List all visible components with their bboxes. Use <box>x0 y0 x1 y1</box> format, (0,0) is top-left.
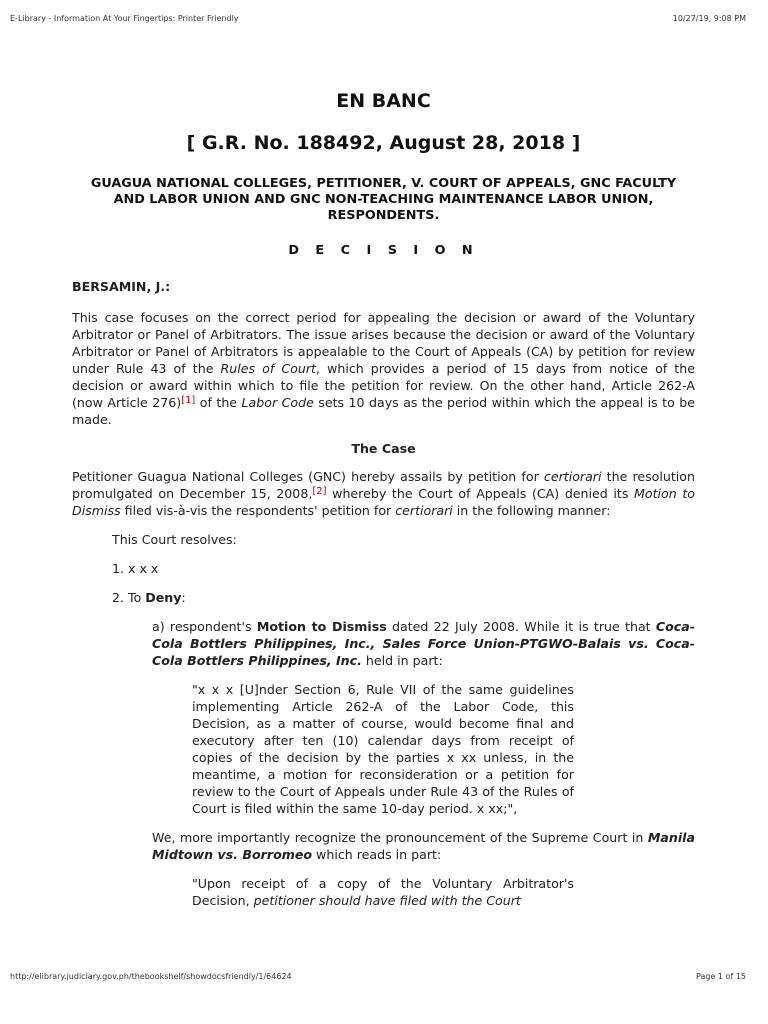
quote-item-1: 1. x x x <box>112 561 159 576</box>
decision-document <box>72 88 695 909</box>
print-footer-page: Page 1 of 15 <box>696 972 746 981</box>
print-footer-url: http://elibrary.judiciary.gov.ph/thebookshelf/showdocsfriendly/1/64624 <box>10 972 292 981</box>
quote-resolves: This Court resolves: <box>112 532 237 547</box>
section-heading-the-case: The Case <box>351 441 416 456</box>
decision-label: D E C I S I O N <box>288 243 479 258</box>
case-parties: GUAGUA NATIONAL COLLEGES, PETITIONER, V. COURT OF APPEALS, GNC FACULTY AND LABOR UNION AND GNC NON-TEACHING MAINTENANCE LABOR UNION, RESPONDENTS. <box>90 176 677 223</box>
ponente: BERSAMIN, J.: <box>72 279 171 294</box>
print-header-datetime: 10/27/19, 9:08 PM <box>672 14 746 23</box>
quote-manila-midtown-intro: We, more importantly recognize the pronouncement of the Supreme Court in Manila Midtown vs. Borromeo which reads in part: <box>152 830 695 862</box>
print-header-title: E-Library - Information At Your Fingertips: Printer Friendly <box>10 14 239 23</box>
quote-manila-midtown: "Upon receipt of a copy of the Voluntary Arbitrator's Decision, petitioner should have filed with the Court <box>192 876 574 908</box>
footnote-link-2[interactable]: [2] <box>312 486 327 497</box>
print-footer <box>10 972 746 981</box>
quote-coca-cola: "x x x [U]nder Section 6, Rule VII of the same guidelines implementing Article 262-A of the Labor Code, this Decision, as a matter of course, would become final and executory after ten (10) calendar days from receipt of copies of the decision by the parties x xx unless, in the meantime, a motion for reconsideration or a petition for review to the Court of Appeals under Rule 43 of the Rules of Court is filed within the same 10-day period. x xx;", <box>192 682 574 816</box>
court-division: EN BANC <box>336 90 431 112</box>
print-header <box>10 14 746 23</box>
gr-number: [ G.R. No. 188492, August 28, 2018 ] <box>186 132 581 154</box>
footnote-link-1[interactable]: [1] <box>181 395 196 406</box>
quote-motion-to-dismiss: a) respondent's Motion to Dismiss dated 22 July 2008. While it is true that Coca-Cola Bottlers Philippines, Inc., Sales Force Union-PTGWO-Balais vs. Coca-Cola Bottlers Philippines, Inc. held in part: <box>152 619 695 668</box>
paragraph-case: Petitioner Guagua National Colleges (GNC) hereby assails by petition for certiorari the resolution promulgated on December 15, 2008,[2] whereby the Court of Appeals (CA) denied its Motion to Dismiss filed vis-à-vis the respondents' petition for certiorari in the following manner: <box>72 469 696 518</box>
paragraph-intro: This case focuses on the correct period for appealing the decision or award of the Voluntary Arbitrator or Panel of Arbitrators. The issue arises because the decision or award of the Voluntary Arbitrator or Panel of Arbitrators is appealable to the Court of Appeals (CA) by petition for review under Rule 43 of the Rules of Court, which provides a period of 15 days from notice of the decision or award within which to file the petition for review. On the other hand, Article 262-A (now Article 276)[1] of the Labor Code sets 10 days as the period within which the appeal is to be made. <box>72 310 695 427</box>
quote-item-2: 2. To Deny: <box>112 590 186 605</box>
